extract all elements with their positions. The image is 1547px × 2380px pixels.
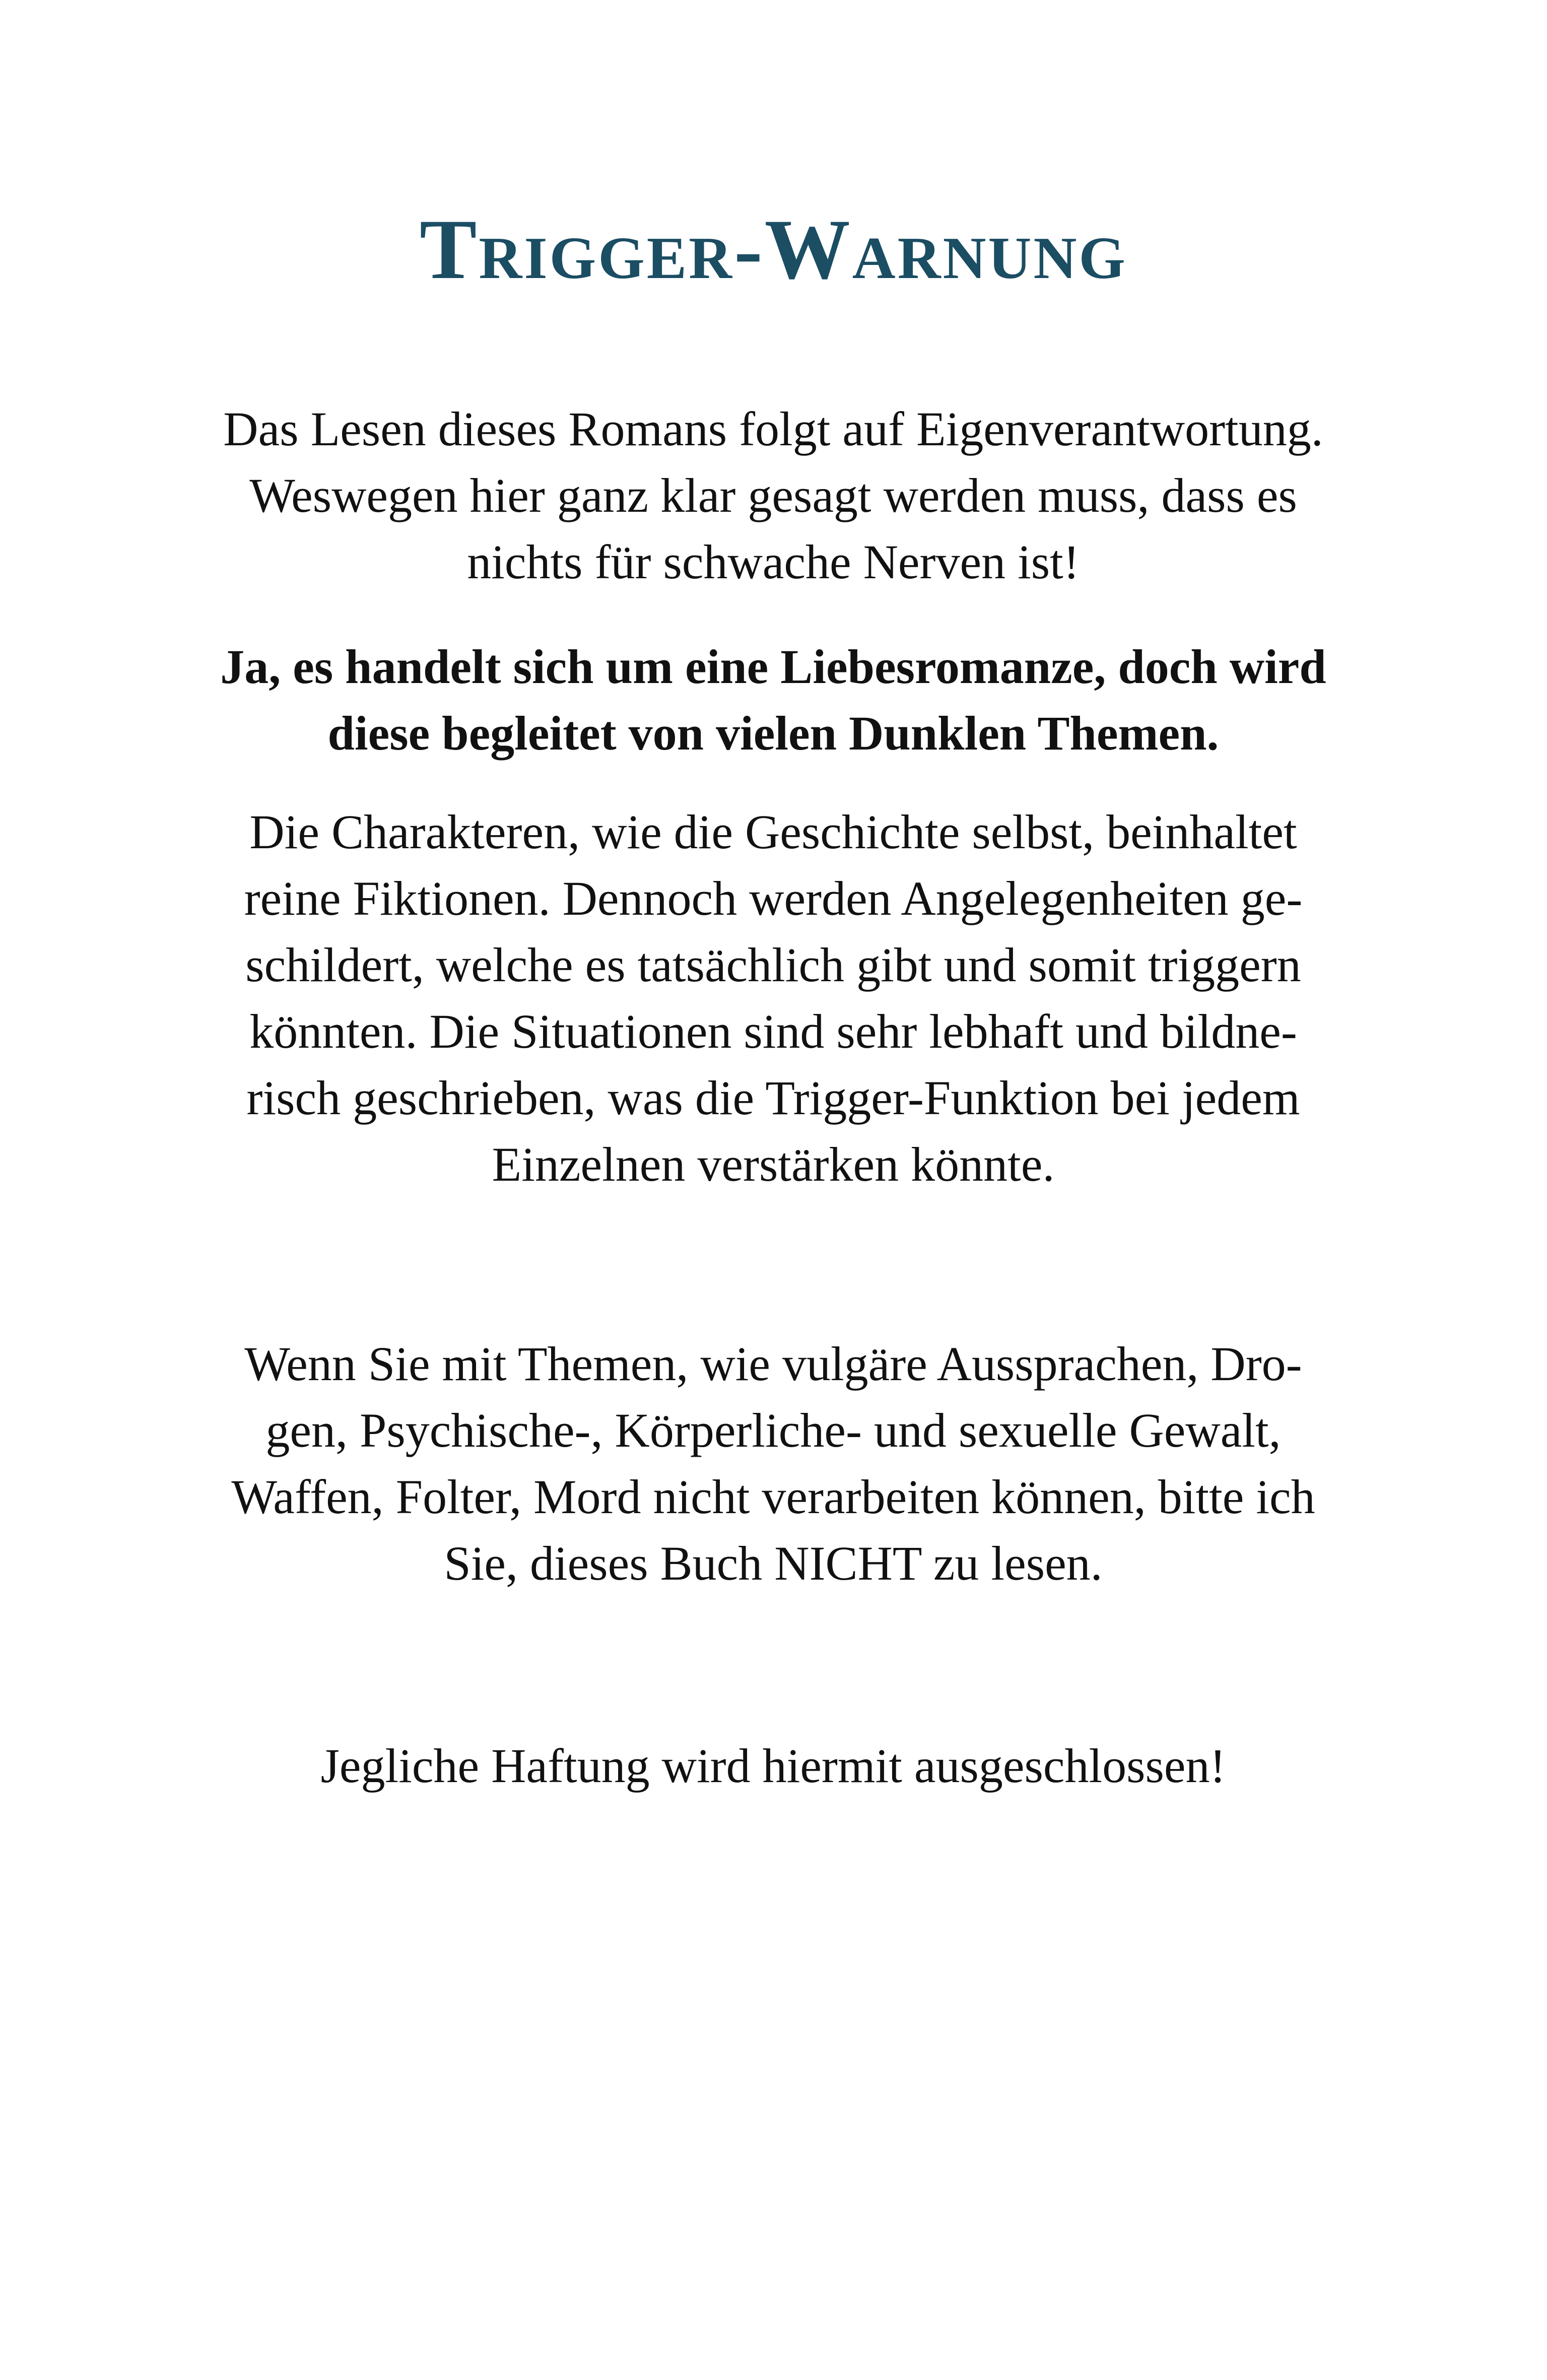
text-line: könnten. Die Situationen sind sehr lebhaft und bildne-	[249, 1004, 1297, 1058]
paragraph-fiction-notice	[194, 799, 1353, 1198]
paragraph-emphasis	[194, 634, 1353, 767]
text-line: risch geschrieben, was die Trigger-Funktion bei jedem	[246, 1071, 1300, 1125]
text-line: Jegliche Haftung wird hiermit ausgeschlossen!	[320, 1739, 1226, 1793]
text-line: Einzelnen verstärken könnte.	[492, 1137, 1055, 1191]
text-line: schildert, welche es tatsächlich gibt und somit triggern	[245, 938, 1301, 992]
text-line: gen, Psychische-, Körperliche- und sexuelle Gewalt,	[265, 1403, 1281, 1457]
text-line: Ja, es handelt sich um eine Liebesromanze, doch wird	[220, 640, 1326, 694]
text-line: Wenn Sie mit Themen, wie vulgäre Aussprachen, Dro-	[244, 1337, 1302, 1391]
paragraph-intro	[194, 396, 1353, 595]
text-line: Die Charakteren, wie die Geschichte selbst, beinhaltet	[249, 805, 1297, 859]
text-line: diese begleitet von vielen Dunklen Themen.	[327, 706, 1219, 760]
paragraph-liability-disclaimer	[194, 1733, 1353, 1799]
text-line: Sie, dieses Buch NICHT zu lesen.	[444, 1536, 1103, 1590]
text-line: Das Lesen dieses Romans folgt auf Eigenverantwortung.	[223, 402, 1323, 456]
text-line: Weswegen hier ganz klar gesagt werden muss, dass es	[249, 468, 1297, 522]
text-line: Waffen, Folter, Mord nicht verarbeiten können, bitte ich	[231, 1470, 1315, 1524]
paragraph-topics-warning	[194, 1331, 1353, 1597]
text-line: reine Fiktionen. Dennoch werden Angelegenheiten ge-	[244, 871, 1303, 925]
text-line: nichts für schwache Nerven ist!	[467, 535, 1080, 589]
page-title: Trigger-Warnung	[420, 202, 1127, 297]
